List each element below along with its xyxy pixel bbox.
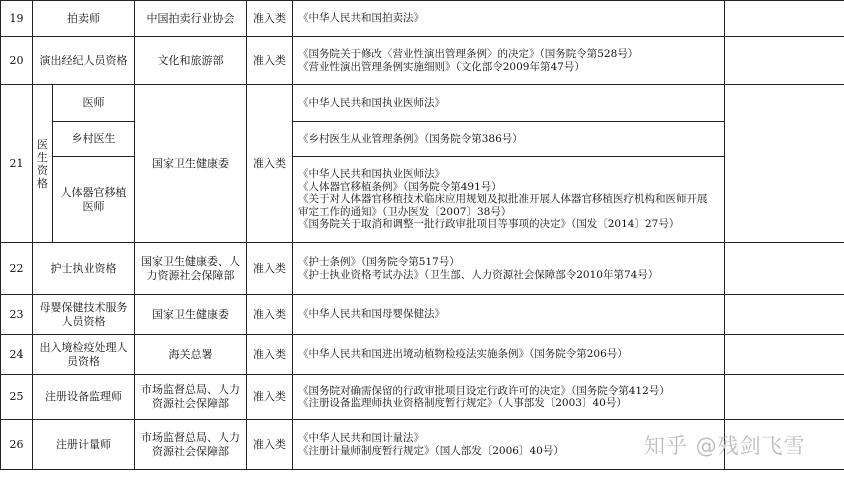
qualification-title: 注册计量师 — [33, 420, 135, 470]
qualification-title: 拍卖师 — [33, 1, 135, 37]
qualification-title: 护士执业资格 — [33, 243, 135, 295]
table-row — [1, 122, 844, 157]
qualification-title: 母婴保健技术服务人员资格 — [33, 295, 135, 335]
department: 国家卫生健康委 — [135, 295, 247, 335]
row-number: 19 — [1, 1, 33, 37]
legal-basis: 《中华人民共和国母婴保健法》 — [293, 295, 725, 335]
table-row — [1, 1, 844, 37]
empty-cell — [725, 243, 844, 295]
department: 市场监督总局、人力资源社会保障部 — [135, 420, 247, 470]
table-row — [1, 335, 844, 375]
qualification-type: 准入类 — [247, 37, 293, 85]
table-row — [1, 375, 844, 420]
row-number: 23 — [1, 295, 33, 335]
qualification-title: 出入境检疫处理人员资格 — [33, 335, 135, 375]
qualification-title: 演出经纪人员资格 — [33, 37, 135, 85]
legal-basis: 《中华人民共和国进出境动植物检疫法实施条例》（国务院令第206号） — [293, 335, 725, 375]
row-number: 22 — [1, 243, 33, 295]
legal-basis: 《护士条例》（国务院令第517号） 《护士执业资格考试办法》（卫生部、人力资源社会保障部令2010年第74号） — [293, 243, 725, 295]
qualification-type: 准入类 — [247, 85, 293, 243]
department: 国家卫生健康委 — [135, 85, 247, 243]
sub-qualification-title: 医师 — [53, 85, 135, 122]
empty-cell — [725, 335, 844, 375]
row-number: 21 — [1, 85, 33, 243]
qualification-title: 注册设备监理师 — [33, 375, 135, 420]
legal-basis: 《中华人民共和国执业医师法》 《人体器官移植条例》（国务院令第491号） 《关于对人体器官移植技术临床应用规划及拟批准开展人体器官移植医疗机构和医师开展 审定工作的通知》（卫办医发〔2007〕38号） 《国务院关于取消和调整一批行政审批项目等事项的决定》（国发〔2014〕27号） — [293, 157, 725, 243]
qualification-type: 准入类 — [247, 295, 293, 335]
qualification-type: 准入类 — [247, 335, 293, 375]
department: 国家卫生健康委、人力资源社会保障部 — [135, 243, 247, 295]
group-title: 医 生 资 格 — [33, 85, 53, 243]
table-row — [1, 157, 844, 243]
row-number: 20 — [1, 37, 33, 85]
empty-cell — [725, 375, 844, 420]
watermark: 知乎 @残剑飞雪 — [644, 434, 806, 458]
qualification-type: 准入类 — [247, 1, 293, 37]
empty-cell — [725, 85, 844, 243]
sub-qualification-title: 人体器官移植医师 — [53, 157, 135, 243]
qualification-type: 准入类 — [247, 243, 293, 295]
row-number: 26 — [1, 420, 33, 470]
department: 市场监督总局、人力资源社会保障部 — [135, 375, 247, 420]
table-row — [1, 85, 844, 122]
sub-qualification-title: 乡村医生 — [53, 122, 135, 157]
legal-basis: 《国务院关于修改〈营业性演出管理条例〉的决定》（国务院令第528号） 《营业性演出管理条例实施细则》（文化部令2009年第47号） — [293, 37, 725, 85]
qualification-type: 准入类 — [247, 420, 293, 470]
legal-basis: 《国务院对确需保留的行政审批项目设定行政许可的决定》（国务院令第412号） 《注册设备监理师执业资格制度暂行规定》（人事部发〔2003〕40号） — [293, 375, 725, 420]
table-row — [1, 243, 844, 295]
empty-cell — [725, 295, 844, 335]
department: 文化和旅游部 — [135, 37, 247, 85]
legal-basis: 《中华人民共和国拍卖法》 — [293, 1, 725, 37]
empty-cell — [725, 37, 844, 85]
empty-cell — [725, 1, 844, 37]
department: 海关总署 — [135, 335, 247, 375]
table-row — [1, 295, 844, 335]
row-number: 25 — [1, 375, 33, 420]
legal-basis: 《中华人民共和国执业医师法》 — [293, 85, 725, 122]
row-number: 24 — [1, 335, 33, 375]
legal-basis: 《乡村医生从业管理条例》（国务院令第386号） — [293, 122, 725, 157]
qualification-type: 准入类 — [247, 375, 293, 420]
legal-basis: 《中华人民共和国计量法》 《注册计量师制度暂行规定》（国人部发〔2006〕40号） — [293, 420, 725, 470]
table-row — [1, 37, 844, 85]
department: 中国拍卖行业协会 — [135, 1, 247, 37]
